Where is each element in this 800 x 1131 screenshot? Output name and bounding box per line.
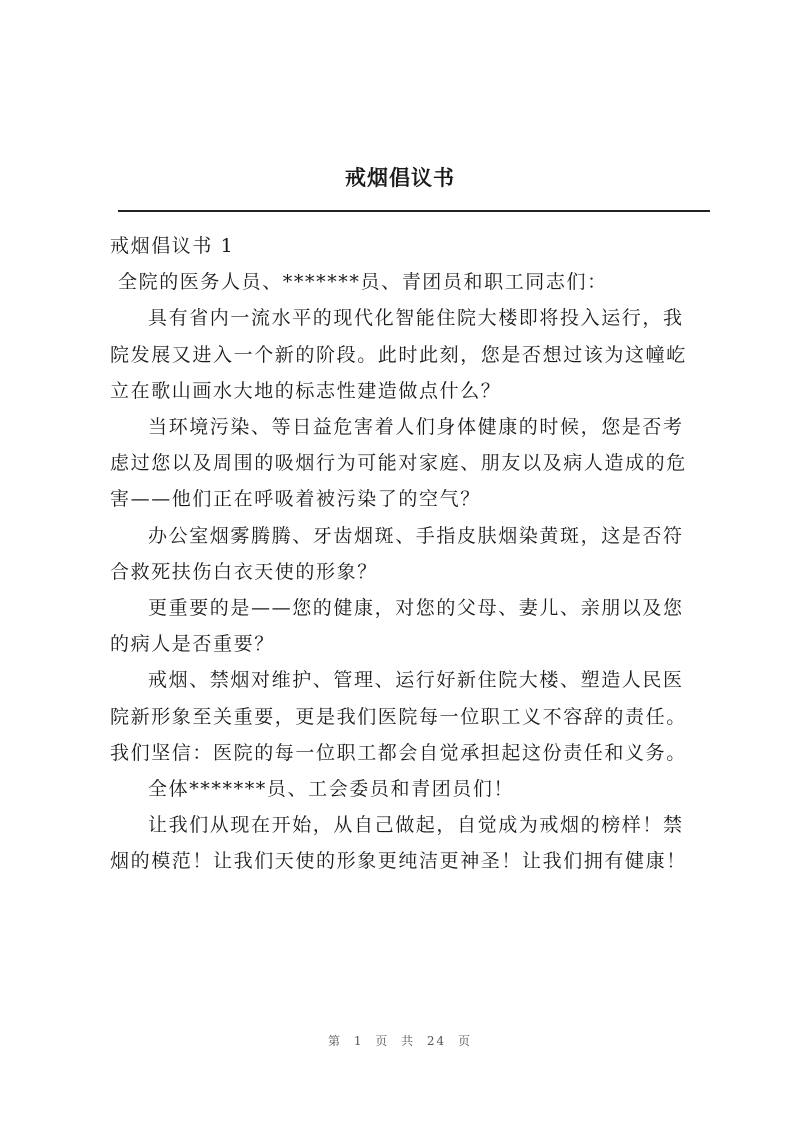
paragraph <box>110 807 710 879</box>
paragraph-line: 合救死扶伤白衣天使的形象？ <box>110 560 378 583</box>
paragraph <box>110 590 710 662</box>
paragraph <box>110 771 710 807</box>
document-title: 戒烟倡议书 <box>345 165 455 190</box>
paragraph-line: 院发展又进入一个新的阶段。此时此刻，您是否想过该为这幢屹 <box>110 343 687 366</box>
paragraph-line: 更重要的是——您的健康，对您的父母、妻儿、亲朋以及您 <box>148 597 684 620</box>
salutation: 全院的医务人员、*******员、青团员和职工同志们： <box>118 271 608 294</box>
paragraph-line: 让我们从现在开始，从自己做起，自觉成为戒烟的榜样！禁 <box>148 814 684 837</box>
paragraph-line: 办公室烟雾腾腾、牙齿烟斑、手指皮肤烟染黄斑，这是否符 <box>148 524 684 547</box>
paragraph-line: 烟的模范！让我们天使的形象更纯洁更神圣！让我们拥有健康！ <box>110 850 687 873</box>
document-body <box>110 228 710 880</box>
paragraph-line: 戒烟、禁烟对维护、管理、运行好新住院大楼、塑造人民医 <box>148 669 684 692</box>
paragraph-line: 全体*******员、工会委员和青团员们！ <box>148 778 515 801</box>
paragraph-line: 我们坚信：医院的每一位职工都会自觉承担起这份责任和义务。 <box>110 741 687 764</box>
page-footer: 第 1 页 共 24 页 <box>328 1034 472 1048</box>
paragraph <box>110 300 710 409</box>
paragraph-line: 害——他们正在呼吸着被污染了的空气？ <box>110 488 481 511</box>
paragraph <box>110 518 710 590</box>
paragraph <box>110 409 710 518</box>
title-divider <box>118 210 710 212</box>
paragraph-line: 虑过您以及周围的吸烟行为可能对家庭、朋友以及病人造成的危 <box>110 452 687 475</box>
paragraph-line: 当环境污染、等日益危害着人们身体健康的时候，您是否考 <box>148 416 684 439</box>
section-heading: 戒烟倡议书 1 <box>110 235 235 257</box>
paragraph-line: 院新形象至关重要，更是我们医院每一位职工义不容辞的责任。 <box>110 705 687 728</box>
paragraph-line: 的病人是否重要？ <box>110 633 275 656</box>
paragraph-line: 具有省内一流水平的现代化智能住院大楼即将投入运行，我 <box>148 307 684 330</box>
paragraph-line: 立在歌山画水大地的标志性建造做点什么？ <box>110 379 502 402</box>
paragraph <box>110 662 710 771</box>
